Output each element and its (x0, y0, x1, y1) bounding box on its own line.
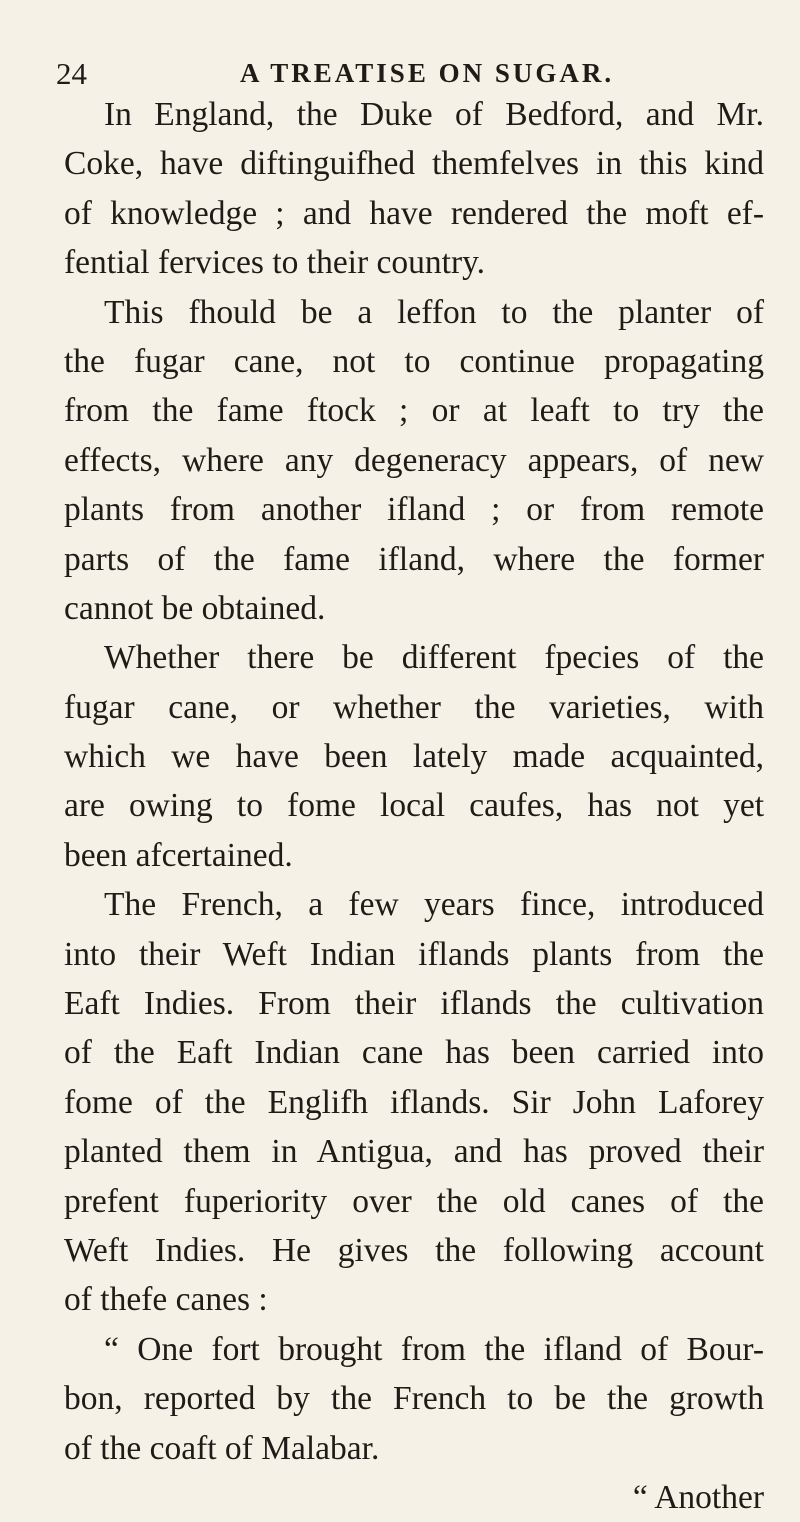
text-line: bon, reported by the French to be the growth (64, 1380, 764, 1418)
text-line: from the fame ftock ; or at leaft to try the (64, 392, 764, 430)
text-line: fugar cane, or whether the varieties, with (64, 688, 764, 726)
text-line: of the coaft of Malabar. (64, 1429, 380, 1467)
text-line: The French, a few years fince, introduced (104, 886, 764, 924)
text-line: plants from another ifland ; or from remote (64, 491, 764, 529)
text-line: fential fervices to their country. (64, 244, 486, 282)
text-line: parts of the fame ifland, where the former (64, 540, 764, 578)
text-line: Whether there be different fpecies of the (104, 639, 764, 677)
text-line: the fugar cane, not to continue propagating (64, 342, 764, 380)
text-line: fome of the Englifh iflands. Sir John Laforey (64, 1083, 764, 1121)
text-line: of the Eaft Indian cane has been carried into (64, 1034, 764, 1072)
text-line: which we have been lately made acquainted, (64, 738, 764, 776)
text-line: of thefe canes : (64, 1281, 268, 1319)
text-line: cannot be obtained. (64, 589, 326, 627)
catchword: “ Another (632, 1478, 764, 1516)
page-number: 24 (56, 56, 87, 91)
running-title: A TREATISE ON SUGAR. (240, 58, 615, 88)
text-line: prefent fuperiority over the old canes of the (64, 1182, 764, 1220)
text-line: are owing to fome local caufes, has not yet (64, 787, 764, 825)
text-line: been afcertained. (64, 836, 293, 874)
text-line: planted them in Antigua, and has proved their (64, 1133, 764, 1171)
text-line: Coke, have diftinguifhed themfelves in this kind (64, 145, 764, 183)
text-line: of knowledge ; and have rendered the moft ef- (64, 194, 764, 232)
text-line: This fhould be a leffon to the planter of (104, 293, 764, 331)
text-line: Eaft Indies. From their iflands the cultivation (64, 985, 764, 1023)
text-line: Weft Indies. He gives the following account (64, 1231, 764, 1269)
text-line: into their Weft Indian iflands plants from the (64, 935, 764, 973)
text-line: “ One fort brought from the ifland of Bour- (104, 1330, 764, 1368)
text-line: In England, the Duke of Bedford, and Mr. (104, 96, 764, 133)
body-text (64, 90, 764, 1522)
text-line: effects, where any degeneracy appears, of new (64, 441, 764, 479)
